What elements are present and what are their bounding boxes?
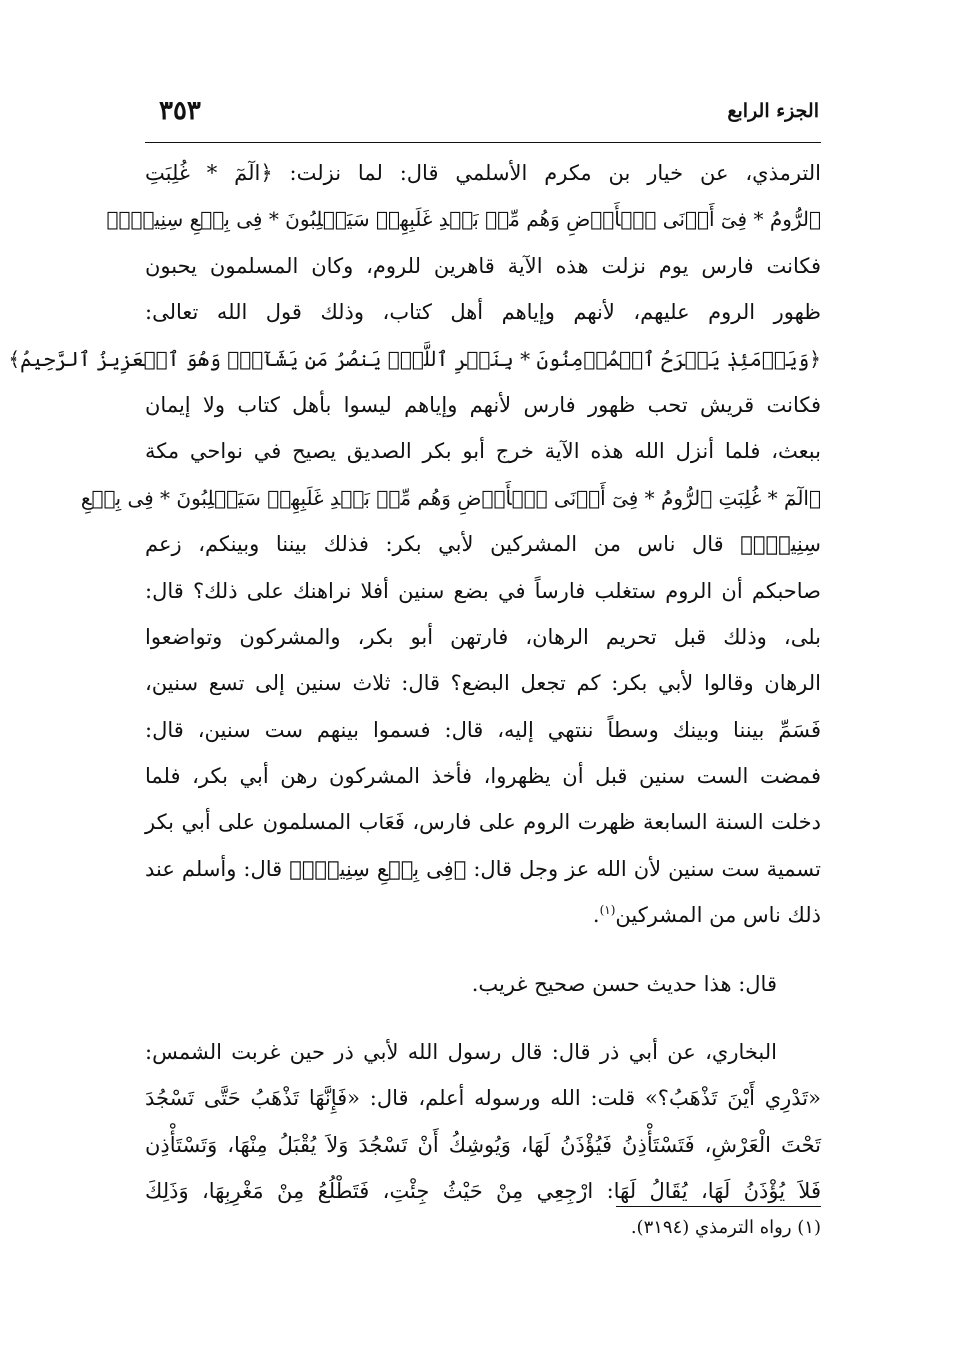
text-line: صاحبكم أن الروم ستغلب فارساً في بضع سنين أفلا نراهنك على ذلك؟ قال: (145, 578, 821, 603)
quran-line: ﴿وَيَوۡمَئِذٖ يَفۡرَحُ ٱلۡمُؤۡمِنُونَ * بِنَصۡرِ ٱللَّهِۚ يَنصُرُ مَن يَشَآءُۖ وَهُوَ ٱلۡعَزِيزُ ٱلرَّحِيمُ﴾ (8, 346, 821, 371)
text-line: الرهان وقالوا لأبي بكر: كم تجعل البضع؟ قال: ثلاث سنين إلى تسع سنين، (145, 671, 821, 696)
text-line: فكانت قريش تحب ظهور فارس لأنهم وإياهم ليسوا بأهل كتاب ولا إيمان (145, 392, 821, 417)
text-line: سِنِينَۗ﴾ قال ناس من المشركين لأبي بكر: فذلك بيننا وبينكم، زعم (145, 532, 821, 557)
footnote-reference: (١) (599, 903, 616, 918)
text-line: تسمية ست سنين لأن الله عز وجل قال: ﴿فِى بِضۡعِ سِنِينَۗ﴾ قال: وأسلم عند (145, 856, 821, 881)
running-head: الجزء الرابع (727, 100, 819, 122)
text-line: فمضت الست سنين قبل أن يظهروا، فأخذ المشركون رهن أبي بكر، فلما (145, 764, 821, 789)
text-line: «تَدْرِي أَيْنَ تَذْهَبُ؟» قلت: الله ورسوله أعلم، قال: «فَإِنَّهَا تَذْهَبُ حَتَّى تَسْجُدَ (145, 1086, 821, 1111)
text-line: ببعث، فلما أنزل الله هذه الآية خرج أبو بكر الصديق يصيح في نواحي مكة (145, 439, 821, 464)
text-line: ظهور الروم عليهم، لأنهم وإياهم أهل كتاب، وذلك قول الله تعالى: (145, 300, 821, 325)
text-line: تَحْتَ الْعَرْشِ، فَتَسْتَأْذِنُ فَيُؤْذَنُ لَهَا، وَيُوشِكُ أَنْ تَسْجُدَ وَلاَ يُقْبَلُ مِنْهَا، وَتَسْتَأْذِن (145, 1132, 821, 1157)
text-line: البخاري، عن أبي ذر قال: قال رسول الله لأبي ذر حين غربت الشمس: (145, 1040, 777, 1065)
text-line: فكانت فارس يوم نزلت هذه الآية قاهرين للروم، وكان المسلمون يحبون (145, 253, 821, 278)
text-line: دخلت السنة السابعة ظهرت الروم على فارس، فَعَاب المسلمون على أبي بكر (145, 810, 821, 835)
paragraph-end-text: ذلك ناس من المشركين (615, 903, 821, 928)
quran-line: ﴿الٓمٓ * غُلِبَتِ ٱلرُّومُ * فِىٓ أَدۡنَى ٱلۡأَرۡضِ وَهُم مِّنۢ بَعۡدِ غَلَبِهِمۡ سَيَغۡلِبُونَ * فِى بِضۡعِ (80, 485, 821, 510)
header-rule (145, 142, 821, 143)
text-line: الترمذي، عن خيار بن مكرم الأسلمي قال: لما نزلت: ﴿الٓمٓ * غُلِبَتِ (145, 161, 821, 185)
text-line: فَسَمِّ بيننا وبينك وسطاً ننتهي إليه، قال: فسموا بينهم ست سنين، قال: (145, 717, 821, 742)
footnote: (١) رواه الترمذي (٣١٩٤). (630, 1217, 821, 1238)
quran-line: ٱلرُّومُ * فِىٓ أَدۡنَى ٱلۡأَرۡضِ وَهُم مِّنۢ بَعۡدِ غَلَبِهِمۡ سَيَغۡلِبُونَ * فِى بِضۡعِ سِنِينَۗ﴾ (106, 207, 821, 232)
paragraph-gap (145, 1007, 821, 1029)
paragraph-end-period: . (592, 903, 600, 928)
body-text (8, 150, 821, 1215)
text-line: بلى، وذلك قبل تحريم الرهان، فارتهن أبو بكر، والمشركون وتواضعوا (145, 624, 821, 649)
text-line-last (145, 892, 821, 938)
hadith-grading: قال: هذا حديث حسن صحيح غريب. (471, 971, 777, 996)
page-header (145, 92, 821, 138)
text-line: فَلاَ يُؤْذَنُ لَهَا، يُقَالُ لَهَا: ارْجِعِي مِنْ حَيْثُ جِئْتِ، فَتَطْلُعُ مِنْ مَغْرِبِهَا، وَذَلِكَ (145, 1179, 821, 1204)
footnote-rule (616, 1206, 821, 1207)
page-number: ٣٥٣ (159, 96, 201, 126)
paragraph-gap (145, 939, 821, 961)
